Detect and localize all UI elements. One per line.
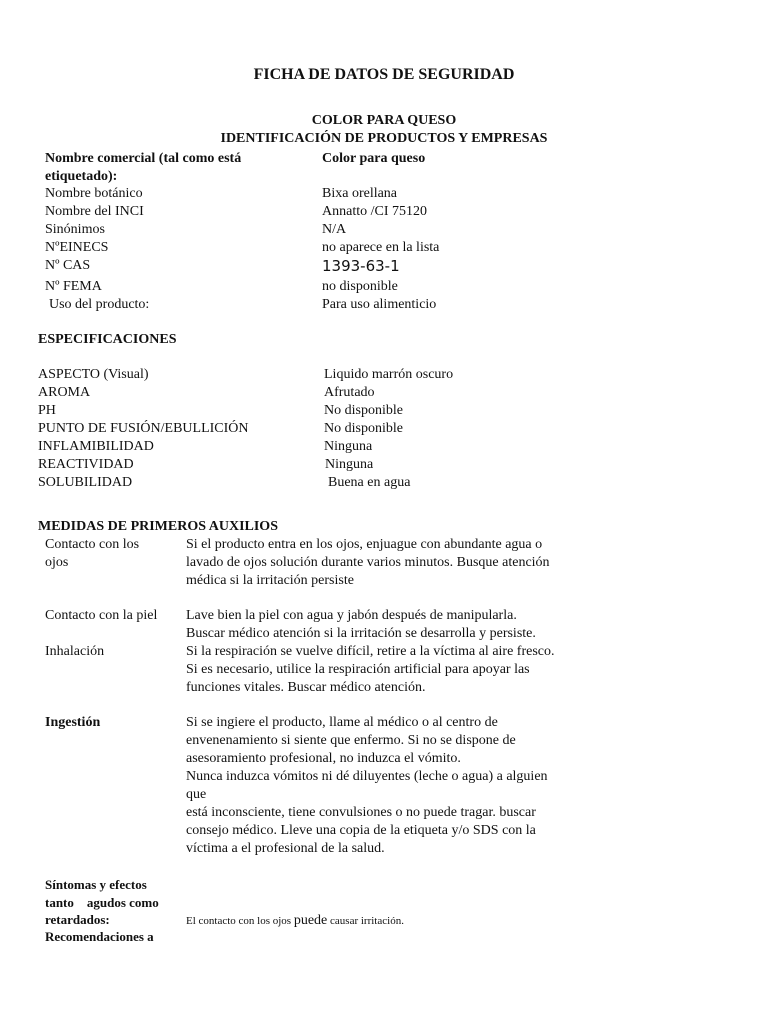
spec-value-aroma: Afrutado: [324, 385, 375, 400]
skin-contact-text-line: Lave bien la piel con agua y jabón después de manipularla.: [186, 608, 517, 623]
identification-heading: IDENTIFICACIÓN DE PRODUCTOS Y EMPRESAS: [220, 131, 548, 146]
botanical-name-label: Nombre botánico: [45, 186, 143, 201]
spec-value-ph: No disponible: [324, 403, 403, 418]
skin-contact-label: Contacto con la piel: [45, 608, 158, 623]
eye-contact-text-line: Si el producto entra en los ojos, enjuague con abundante agua o: [186, 537, 543, 552]
eye-contact-text-line: médica si la irritación persiste: [186, 573, 354, 588]
ingestion-text-line: Si se ingiere el producto, llame al médico o al centro de: [186, 715, 498, 730]
cas-label: Nº CAS: [45, 258, 91, 273]
eye-contact-text-line: lavado de ojos solución durante varios minutos. Busque atención: [186, 555, 550, 570]
spec-label-solubility: SOLUBILIDAD: [38, 475, 133, 490]
ingestion-text-line: está inconsciente, tiene convulsiones o no puede tragar. buscar: [186, 805, 536, 820]
spec-label-reactivity: REACTIVIDAD: [38, 457, 134, 472]
spec-label-flammability: INFLAMIBILIDAD: [38, 439, 154, 454]
cas-value: 1393-63-1: [322, 257, 400, 275]
symptoms-label-line: Recomendaciones a: [45, 929, 154, 944]
synonyms-value: N/A: [322, 222, 347, 237]
symptoms-text-part: puede: [293, 913, 328, 928]
ingestion-text-line: asesoramiento profesional, no induzca el vómito.: [186, 751, 461, 766]
ingestion-text-line: que: [186, 787, 207, 802]
inci-name-value: Annatto /CI 75120: [322, 204, 427, 219]
spec-value-melting: No disponible: [324, 421, 403, 436]
ingestion-text-line: consejo médico. Lleve una copia de la etiqueta y/o SDS con la: [186, 823, 536, 838]
symptoms-label-line: retardados:: [45, 912, 110, 927]
eye-contact-label-line1: Contacto con los: [45, 537, 140, 552]
spec-value-reactivity: Ninguna: [325, 457, 374, 472]
ingestion-text-line: víctima a el profesional de la salud.: [186, 841, 385, 856]
spec-label-melting: PUNTO DE FUSIÓN/EBULLICIÓN: [38, 421, 249, 436]
first-aid-heading: MEDIDAS DE PRIMEROS AUXILIOS: [38, 519, 278, 534]
spec-label-aspect: ASPECTO (Visual): [38, 367, 149, 382]
product-use-value: Para uso alimenticio: [322, 297, 437, 312]
botanical-name-value: Bixa orellana: [322, 186, 398, 201]
specifications-heading: ESPECIFICACIONES: [38, 332, 177, 347]
inhalation-text-line: Si es necesario, utilice la respiración artificial para apoyar las: [186, 662, 530, 677]
trade-name-label-line1: Nombre comercial (tal como está: [45, 151, 242, 166]
inhalation-label: Inhalación: [45, 644, 105, 659]
spec-label-ph: PH: [38, 403, 56, 418]
ingestion-text-line: Nunca induzca vómitos ni dé diluyentes (leche o agua) a alguien: [186, 769, 548, 784]
einecs-label: NºEINECS: [45, 240, 109, 255]
inci-name-label: Nombre del INCI: [45, 204, 144, 219]
inhalation-text-line: Si la respiración se vuelve difícil, retire a la víctima al aire fresco.: [186, 644, 555, 659]
synonyms-label: Sinónimos: [45, 222, 105, 237]
symptoms-text-part: El contacto con los ojos: [186, 915, 294, 927]
fema-value: no disponible: [322, 279, 398, 294]
eye-contact-label-line2: ojos: [45, 555, 69, 570]
skin-contact-text-line: Buscar médico atención si la irritación se desarrolla y persiste.: [186, 626, 536, 641]
document-title: FICHA DE DATOS DE SEGURIDAD: [253, 66, 515, 83]
spec-value-solubility: Buena en agua: [328, 475, 411, 490]
trade-name-label-line2: etiquetado):: [45, 169, 118, 184]
product-name-heading: COLOR PARA QUESO: [311, 113, 457, 128]
symptoms-text-part: causar irritación.: [327, 915, 404, 927]
spec-label-aroma: AROMA: [38, 385, 91, 400]
fema-label: Nº FEMA: [45, 279, 102, 294]
trade-name-value: Color para queso: [322, 151, 426, 166]
einecs-value: no aparece en la lista: [322, 240, 440, 255]
symptoms-label-line: Síntomas y efectos: [45, 877, 147, 892]
spec-value-flammability: Ninguna: [324, 439, 373, 454]
product-use-label: Uso del producto:: [49, 297, 150, 312]
ingestion-label: Ingestión: [45, 715, 101, 730]
symptoms-label-line: tanto agudos como: [45, 895, 159, 910]
inhalation-text-line: funciones vitales. Buscar médico atención.: [186, 680, 426, 695]
symptoms-text: [186, 912, 404, 930]
ingestion-text-line: envenenamiento si siente que enfermo. Si no se dispone de: [186, 733, 516, 748]
spec-value-aspect: Liquido marrón oscuro: [324, 367, 454, 382]
